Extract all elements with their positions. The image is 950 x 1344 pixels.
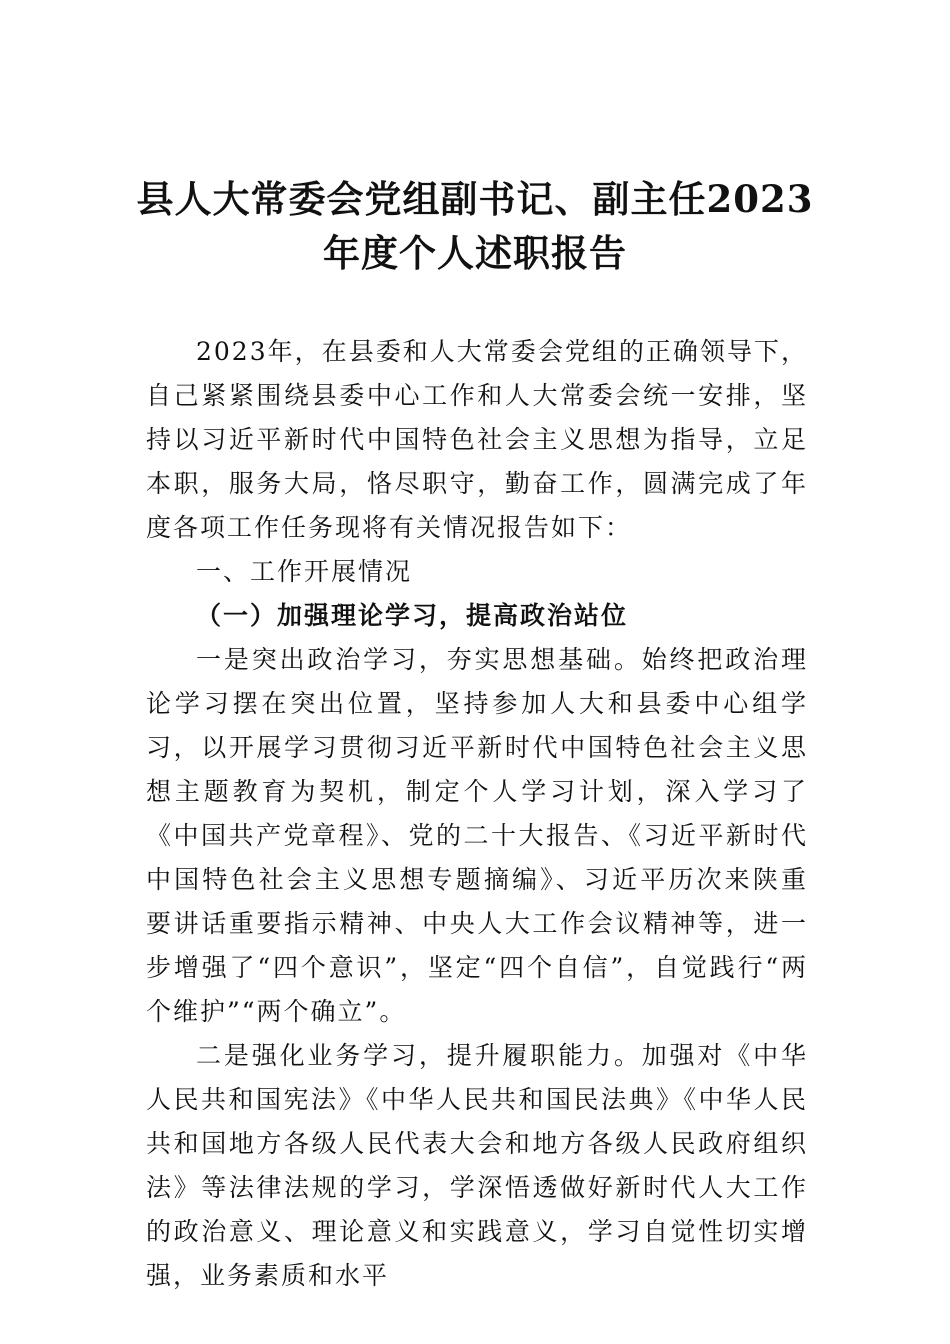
document-body — [146, 330, 808, 1298]
paragraph-political-study: 一是突出政治学习，夯实思想基础。始终把政治理论学习摆在突出位置，坚持参加人大和县委中心组学习，以开展学习贯彻习近平新时代中国特色社会主义思想主题教育为契机，制定个人学习计划，深入学习了《中国共产党章程》、党的二十大报告、《习近平新时代中国特色社会主义思想专题摘编》、习近平历次来陕重要讲话重要指示精神、中央人大工作会议精神等，进一步增强了“四个意识”，坚定“四个自信”，自觉践行“两个维护”“两个确立”。 — [146, 645, 808, 1026]
document-title: 县人大常委会党组副书记、副主任2023年度个人述职报告 — [136, 177, 814, 275]
paragraph-intro: 2023年，在县委和人大常委会党组的正确领导下，自己紧紧围绕县委中心工作和人大常委会统一安排，坚持以习近平新时代中国特色社会主义思想为指导，立足本职，服务大局，恪尽职守，勤奋工作，圆满完成了年度各项工作任务现将有关情况报告如下： — [146, 337, 808, 542]
section-heading: 一、工作开展情况 — [196, 557, 413, 586]
subsection-heading: （一）加强理论学习，提高政治站位 — [196, 601, 629, 630]
paragraph-business-study: 二是强化业务学习，提升履职能力。加强对《中华人民共和国宪法》《中华人民共和国民法典》《中华人民共和国地方各级人民代表大会和地方各级人民政府组织法》等法律法规的学习，学深悟透做好新时代人大工作的政治意义、理论意义和实践意义，学习自觉性切实增强，业务素质和水平 — [146, 1041, 808, 1290]
